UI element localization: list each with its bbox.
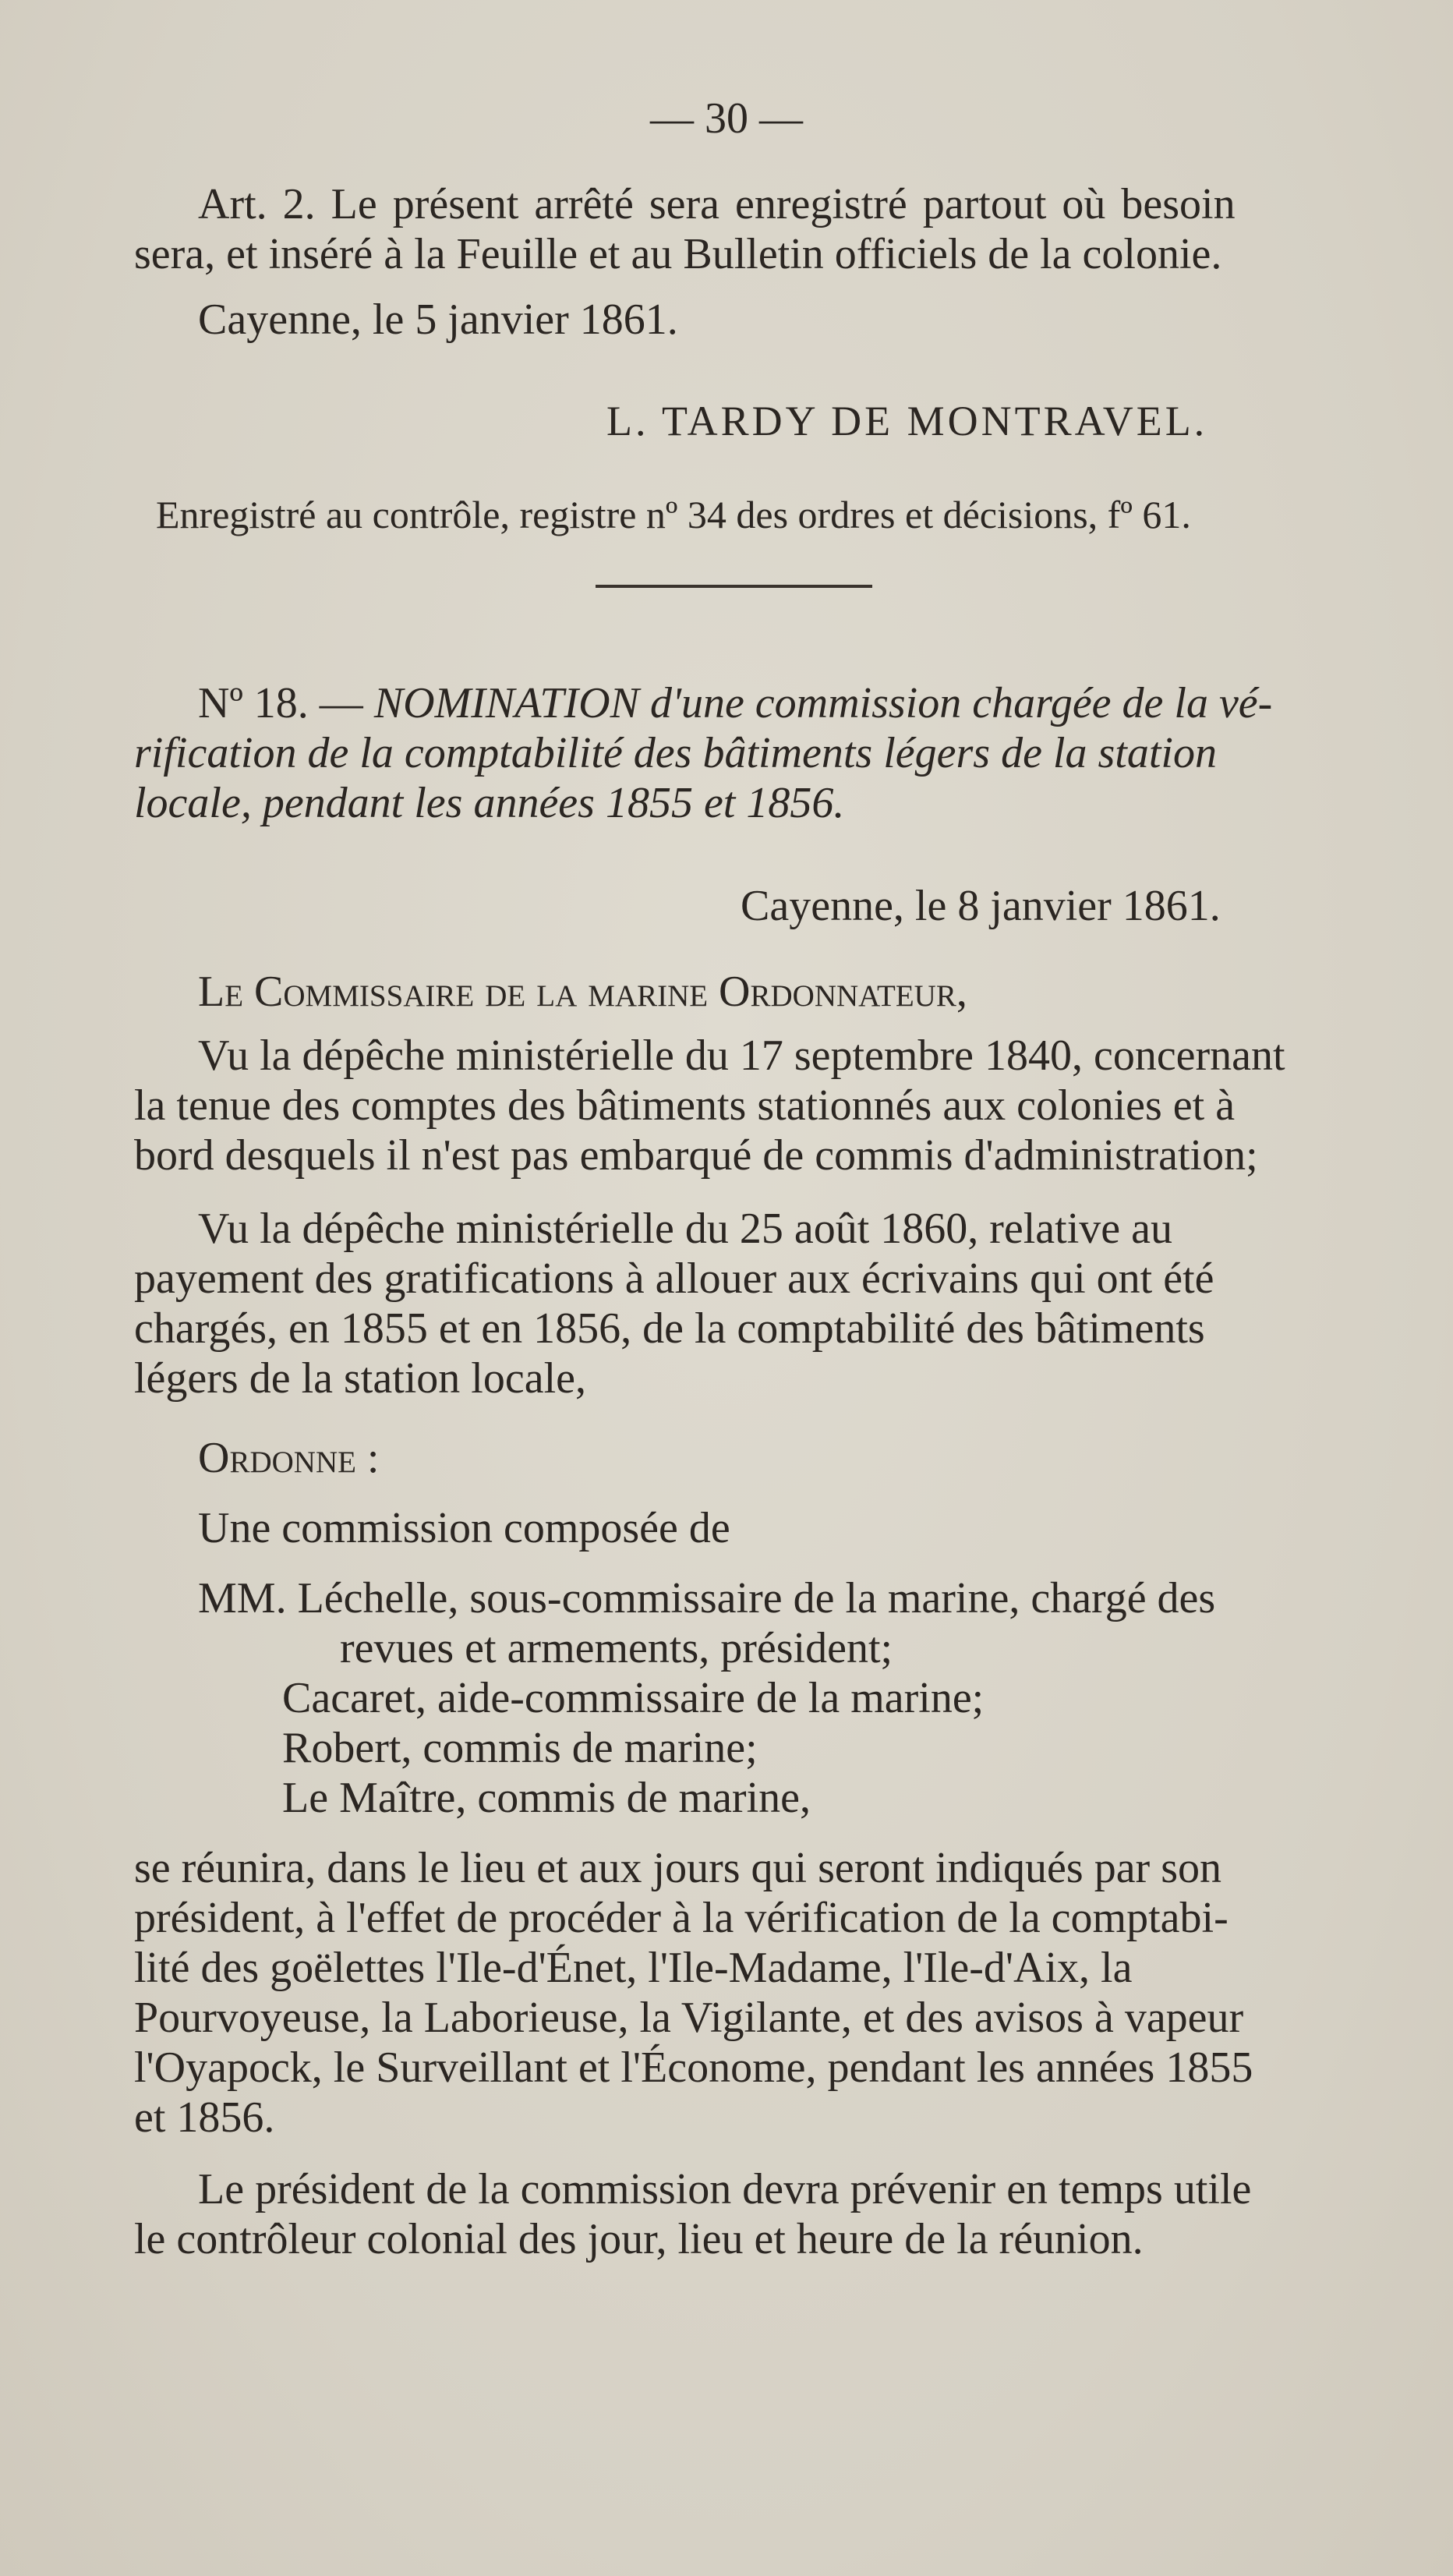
place-date-2: Cayenne, le 8 janvier 1861.	[741, 882, 1221, 930]
body-line3: lité des goëlettes l'Ile-d'Énet, l'Ile-Madame, l'Ile-d'Aix, la	[134, 1944, 1133, 1992]
vu2-line2: payement des gratifications à allouer aux écrivains qui ont été	[134, 1254, 1214, 1303]
body-line2: président, à l'effet de procéder à la vérification de la comptabi-	[134, 1894, 1229, 1942]
art2-line1: Art. 2. Le présent arrêté sera enregistré partout où besoin	[198, 180, 1236, 228]
section-divider	[596, 585, 872, 588]
document-18-title-line2: rification de la comptabilité des bâtiments légers de la station	[134, 729, 1217, 777]
page-number: — 30 —	[650, 94, 803, 143]
member-2: Cacaret, aide-commissaire de la marine;	[282, 1674, 985, 1722]
document-18-title-line3: locale, pendant les années 1855 et 1856.	[134, 779, 845, 827]
member-1-line1: MM. Léchelle, sous-commissaire de la marine, chargé des	[198, 1574, 1216, 1622]
vu1-line1: Vu la dépêche ministérielle du 17 septembre 1840, concernant	[198, 1031, 1285, 1080]
vu2-line4: légers de la station locale,	[134, 1354, 586, 1403]
vu1-line3: bord desquels il n'est pas embarqué de commis d'administration;	[134, 1131, 1258, 1180]
vu1-line2: la tenue des comptes des bâtiments stationnés aux colonies et à	[134, 1081, 1236, 1130]
document-18-number: Nº 18. —	[198, 679, 363, 727]
member-4: Le Maître, commis de marine,	[282, 1774, 811, 1822]
signature: L. TARDY DE MONTRAVEL.	[606, 398, 1208, 444]
member-1-line2: revues et armements, président;	[340, 1624, 893, 1672]
authority-heading: Le Commissaire de la marine Ordonnateur,	[198, 968, 967, 1016]
final-line2: le contrôleur colonial des jour, lieu et heure de la réunion.	[134, 2215, 1144, 2263]
body-line4: Pourvoyeuse, la Laborieuse, la Vigilante, et des avisos à vapeur	[134, 1994, 1244, 2042]
place-date-1: Cayenne, le 5 janvier 1861.	[198, 295, 678, 344]
body-line6: et 1856.	[134, 2093, 275, 2142]
vu2-line3: chargés, en 1855 et en 1856, de la comptabilité des bâtiments	[134, 1304, 1205, 1353]
member-3: Robert, commis de marine;	[282, 1724, 758, 1772]
body-line5: l'Oyapock, le Surveillant et l'Économe, pendant les années 1855	[134, 2043, 1253, 2092]
document-18-heading-line1	[198, 678, 1391, 728]
art2-line2: sera, et inséré à la Feuille et au Bulletin officiels de la colonie.	[134, 230, 1222, 278]
registration-note: Enregistré au contrôle, registre nº 34 des ordres et décisions, fº 61.	[156, 493, 1191, 536]
ordonne-heading: Ordonne :	[198, 1434, 380, 1482]
final-line1: Le président de la commission devra prévenir en temps utile	[198, 2165, 1252, 2213]
commission-intro: Une commission composée de	[198, 1504, 730, 1552]
document-18-title-line1: NOMINATION d'une commission chargée de la vé-	[373, 679, 1273, 727]
vu2-line1: Vu la dépêche ministérielle du 25 août 1860, relative au	[198, 1205, 1172, 1253]
body-line1: se réunira, dans le lieu et aux jours qui seront indiqués par son	[134, 1844, 1221, 1892]
